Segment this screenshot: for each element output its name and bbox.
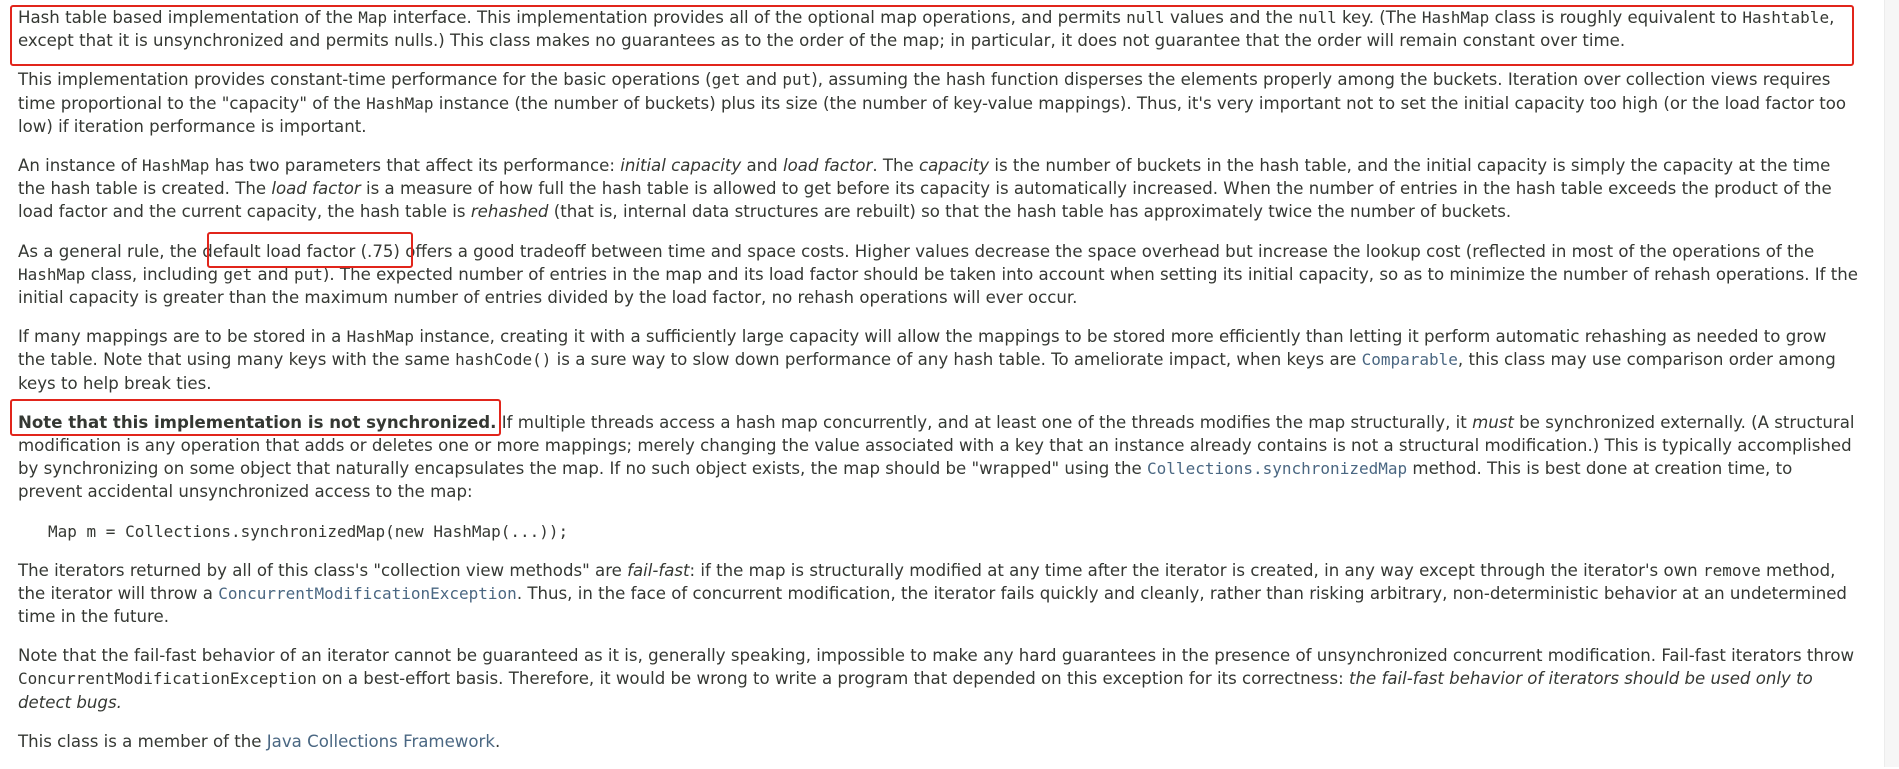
not-synchronized-note: Note that this implementation is not synchronized. [18,412,497,432]
comparable-link[interactable]: Comparable [1361,350,1458,370]
paragraph-intro: Hash table based implementation of the Map interface. This implementation provides all of the optional map operations, and permits null values and the null key. (The HashMap class is roughly equivalent to Hashtable, except that it is unsynchronized and permits nulls.) This class makes no guarantees as to the order of the map; in particular, it does not guarantee that the order will remain constant over time. [18,8,1835,51]
paragraph-capacity: If many mappings are to be stored in a HashMap instance, creating it with a sufficiently large capacity will allow the mappings to be stored more efficiently than letting it perform automatic rehashing as needed to grow the table. Note that using many keys with the same hashCode() is a sure way to slow down performance of any hash table. To ameliorate impact, when keys are Comparable, this class may use comparison order among keys to help break ties. [18,327,1836,393]
paragraph-fail-fast-guarantee: Note that the fail-fast behavior of an iterator cannot be guaranteed as it is, generally speaking, impossible to make any hard guarantees in the presence of unsynchronized concurrent modification. Fail-fast iterators throw ConcurrentModificationException on a best-effort basis. Therefore, it would be wrong to write a program that depended on this exception for its correctness: the fail-fast behavior of iterators should be used only to detect bugs. [18,646,1855,712]
collections-framework-link[interactable]: Java Collections Framework [266,731,495,751]
paragraph-synchronization: Note that this implementation is not synchronized. If multiple threads access a hash map concurrently, and at least one of the threads modifies the map structurally, it must be synchronized externally. (A structural modification is any operation that adds or deletes one or more mappings; merely changing the value associated with a key that an instance already contains is not a structural modification.) This is typically accomplished by synchronizing on some object that naturally encapsulates the map. If no such object exists, the map should be "wrapped" using the Collections.synchronizedMap method. This is best done at creation time, to prevent accidental unsynchronized access to the map: [18,412,1855,502]
vertical-scrollbar[interactable] [1884,0,1899,767]
paragraph-load-factor: As a general rule, the default load factor (.75) offers a good tradeoff between time and space costs. Higher values decrease the space overhead but increase the lookup cost (reflected in most of the operations of the HashMap class, including get and put). The expected number of entries in the map and its load factor should be taken into account when setting its initial capacity, so as to minimize the number of rehash operations. If the initial capacity is greater than the maximum number of entries divided by the load factor, no rehash operations will ever occur. [18,241,1859,308]
javadoc-description [18,6,1858,769]
paragraph-parameters: An instance of HashMap has two parameters that affect its performance: initial capacity and load factor. The capacity is the number of buckets in the hash table, and the initial capacity is simply the capacity at the time the hash table is created. The load factor is a measure of how full the hash table is allowed to get before its capacity is automatically increased. When the number of entries in the hash table exceeds the product of the load factor and the current capacity, the hash table is rehashed (that is, internal data structures are rebuilt) so that the hash table has approximately twice the number of buckets. [18,156,1832,222]
paragraph-performance: This implementation provides constant-time performance for the basic operations (get and put), assuming the hash function disperses the elements properly among the buckets. Iteration over collection views requires time proportional to the "capacity" of the HashMap instance (the number of buckets) plus its size (the number of key-value mappings). Thus, it's very important not to set the initial capacity too high (or the load factor too low) if iteration performance is important. [18,70,1847,136]
concurrent-modification-exception-link[interactable]: ConcurrentModificationException [218,583,517,603]
paragraph-collections-framework: This class is a member of the Java Collections Framework. [18,731,501,751]
highlighted-default-load-factor: default load factor (.75) [202,241,400,261]
code-example: Map m = Collections.synchronizedMap(new HashMap(...)); [48,521,569,541]
synchronized-map-link[interactable]: Collections.synchronizedMap [1147,459,1408,479]
paragraph-fail-fast: The iterators returned by all of this class's "collection view methods" are fail-fast: if the map is structurally modified at any time after the iterator is created, in any way except through the iterator's own remove method, the iterator will throw a ConcurrentModificationException. Thus, in the face of concurrent modification, the iterator fails quickly and cleanly, rather than risking arbitrary, non-deterministic behavior at an undetermined time in the future. [18,560,1847,627]
